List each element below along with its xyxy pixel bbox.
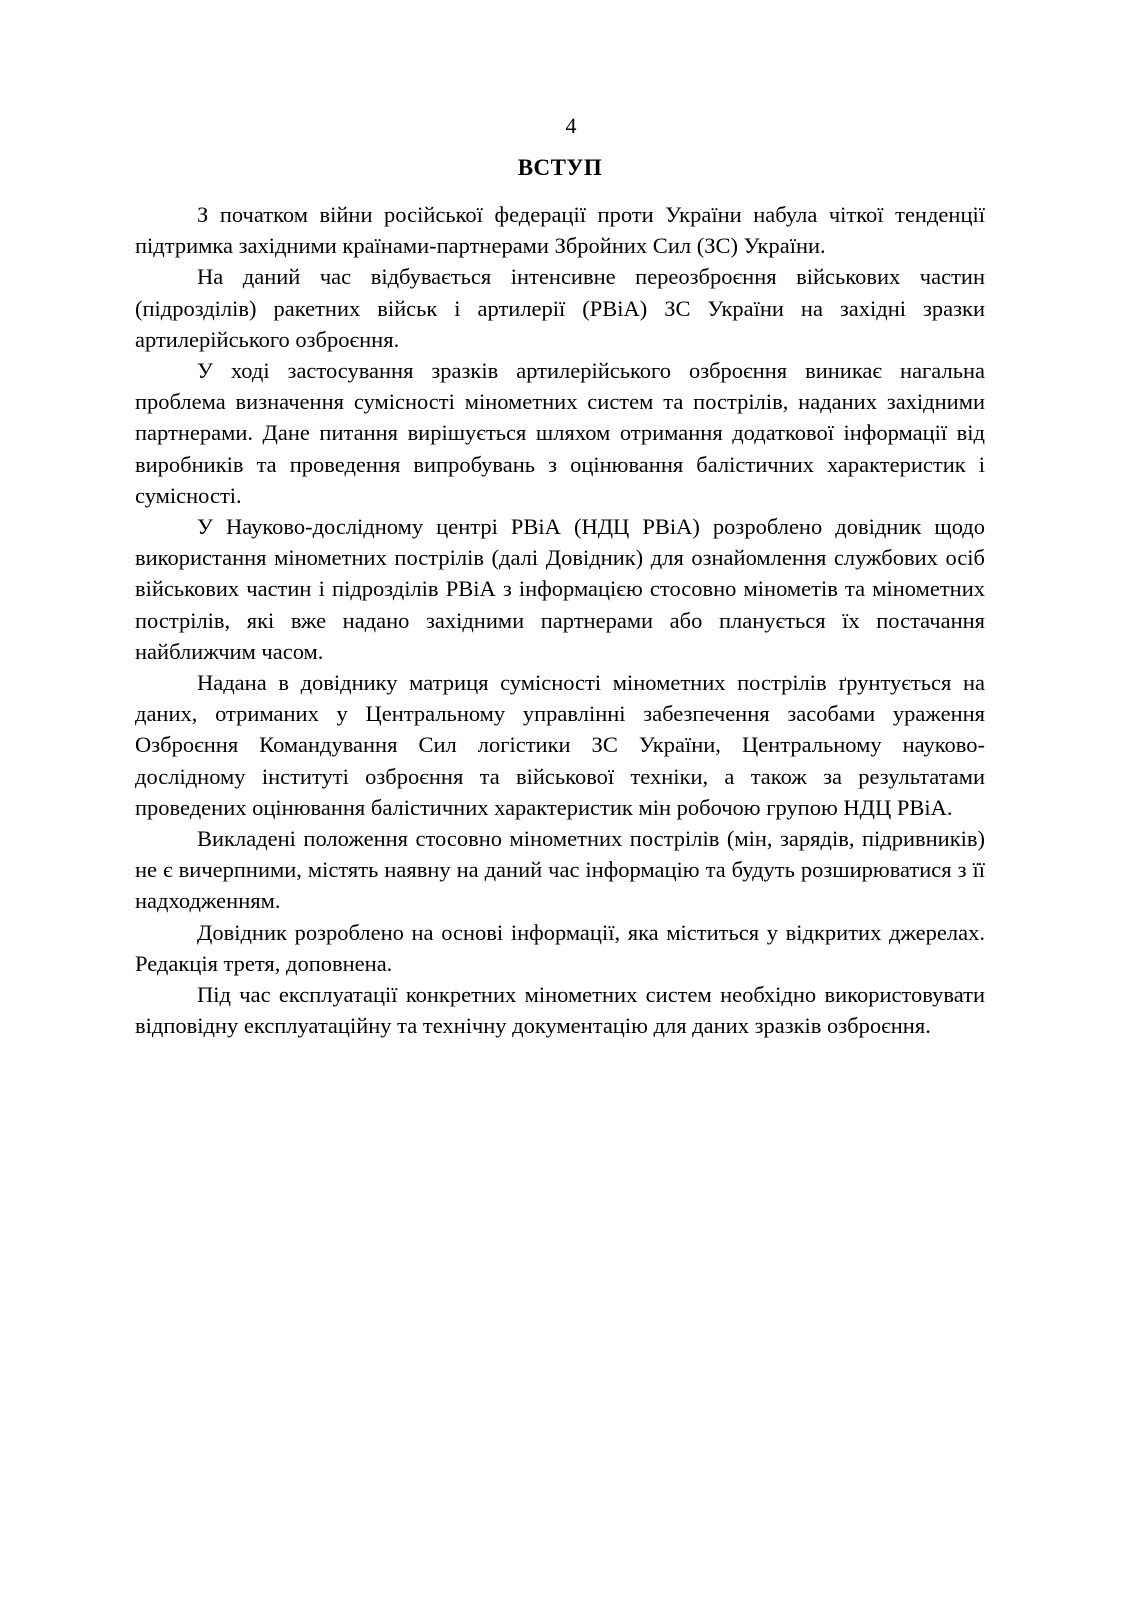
paragraph: Під час експлуатації конкретних мінометних систем необхідно використовувати відповідну експлуатаційну та технічну документацію для даних зразків озброєння.: [135, 982, 985, 1039]
paragraph: Довідник розроблено на основі інформації, яка міститься у відкритих джерелах. Редакція третя, доповнена.: [135, 919, 985, 976]
paragraph: Викладені положення стосовно мінометних пострілів (мін, зарядів, підривників) не є вичерпними, містять наявну на даний час інформацію та будуть розширюватися з її надходженням.: [135, 826, 985, 914]
page-title: ВСТУП: [517, 155, 603, 180]
paragraph: На даний час відбувається інтенсивне переозброєння військових частин (підрозділів) ракетних військ і артилерії (РВіА) ЗС України на західні зразки артилерійського озброєння.: [135, 264, 985, 352]
page-number: 4: [565, 113, 577, 138]
document-body: [135, 152, 985, 1041]
paragraph: Надана в довіднику матриця сумісності мінометних пострілів ґрунтується на даних, отриманих у Центральному управлінні забезпечення засобами ураження Озброєння Командування Сил логістики ЗС України, Центральному науково-дослідному інституті озброєння та військової техніки, а також за результатами проведених оцінювання балістичних характеристик мін робочою групою НДЦ РВіА.: [135, 670, 985, 820]
paragraph: У ході застосування зразків артилерійського озброєння виникає нагальна проблема визначення сумісності мінометних систем та пострілів, наданих західними партнерами. Дане питання вирішується шляхом отримання додаткової інформації від виробників та проведення випробувань з оцінювання балістичних характеристик і сумісності.: [135, 358, 985, 508]
paragraph: У Науково-дослідному центрі РВіА (НДЦ РВіА) розроблено довідник щодо використання мінометних пострілів (далі Довідник) для ознайомлення службових осіб військових частин і підрозділів РВіА з інформацією стосовно мінометів та мінометних пострілів, які вже надано західними партнерами або планується їх постачання найближчим часом.: [135, 514, 985, 664]
paragraph: З початком війни російської федерації проти України набула чіткої тенденції підтримка західними країнами-партнерами Збройних Сил (ЗС) України.: [135, 202, 985, 259]
